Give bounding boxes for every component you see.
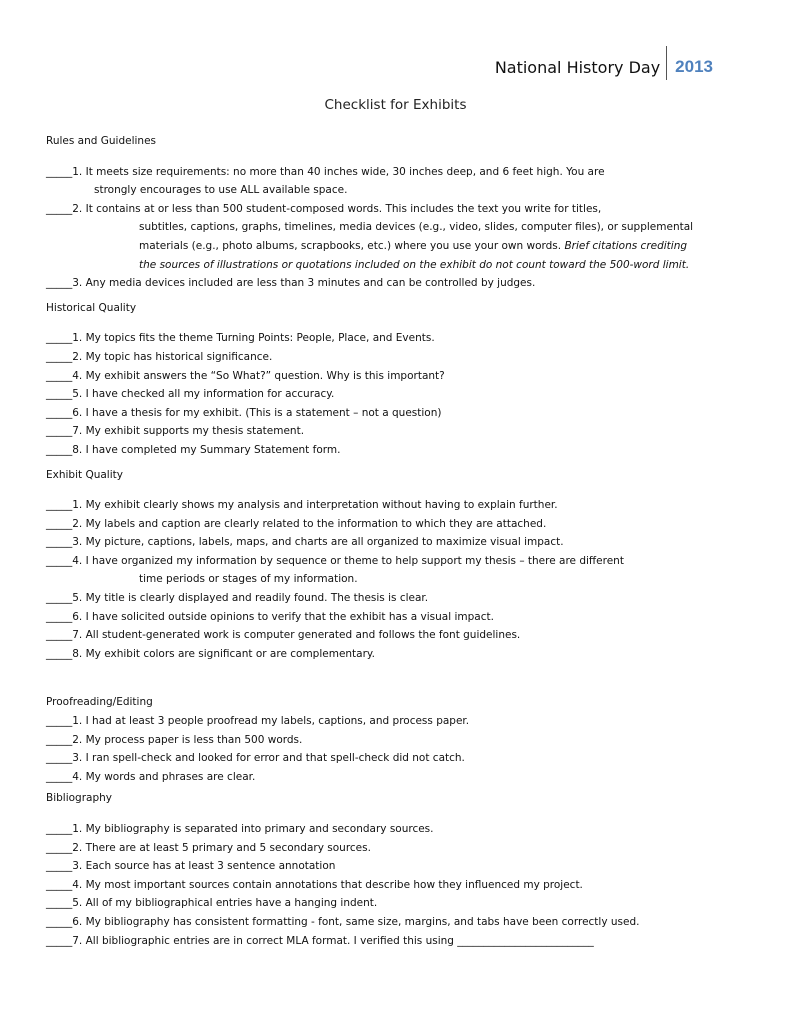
- exhibit-item-4-cont: time periods or stages of my information.: [139, 573, 358, 586]
- bibliography-heading: Bibliography: [46, 792, 112, 805]
- bibliography-item: _____1. My bibliography is separated into primary and secondary sources.: [46, 823, 434, 835]
- exhibit-item-3: _____3. My picture, captions, labels, maps, and charts are all organized to maximize visual impact.: [46, 536, 564, 549]
- header-divider: [666, 46, 667, 80]
- header-year: 2013: [675, 57, 713, 76]
- page-header: [495, 46, 713, 80]
- bibliography-item: _____7. All bibliographic entries are in correct MLA format. I verified this using __________________________: [46, 934, 594, 947]
- bibliography-item: _____3. Each source has at least 3 sentence annotation: [46, 860, 336, 873]
- rules-item-3: _____3. Any media devices included are less than 3 minutes and can be controlled by judges.: [46, 277, 536, 290]
- historical-item: _____5. I have checked all my information for accuracy.: [46, 388, 335, 401]
- header-title: National History Day: [494, 57, 661, 77]
- proofreading-heading: Proofreading/Editing: [46, 696, 153, 709]
- bibliography-item: _____6. My bibliography has consistent formatting - font, same size, margins, and tabs have been correctly used.: [46, 915, 640, 928]
- rules-item-2: _____2. It contains at or less than 500 student-composed words. This includes the text you write for titles,: [46, 202, 602, 215]
- exhibit-item-8: _____8. My exhibit colors are significant or are complementary.: [46, 647, 375, 660]
- historical-item: _____6. I have a thesis for my exhibit. (This is a statement – not a question): [46, 406, 442, 419]
- exhibit-item-5: _____5. My title is clearly displayed and readily found. The thesis is clear.: [46, 592, 429, 605]
- rules-item-1-cont: strongly encourages to use ALL available space.: [94, 184, 348, 197]
- historical-item: _____1. My topics fits the theme Turning Points: People, Place, and Events.: [46, 332, 435, 345]
- bibliography-item: _____4. My most important sources contain annotations that describe how they influenced my project.: [46, 878, 583, 891]
- exhibit-item-2: _____2. My labels and caption are clearly related to the information to which they are attached.: [46, 517, 547, 530]
- proofreading-item: _____3. I ran spell-check and looked for error and that spell-check did not catch.: [46, 752, 465, 765]
- rules-item-2-citation-note: Brief citations crediting: [564, 239, 688, 252]
- historical-item: _____2. My topic has historical significance.: [46, 350, 273, 363]
- exhibit-item-4: _____4. I have organized my information by sequence or theme to help support my thesis – there are different: [46, 554, 624, 567]
- rules-heading: Rules and Guidelines: [46, 135, 157, 147]
- historical-item: _____4. My exhibit answers the “So What?” question. Why is this important?: [46, 369, 445, 382]
- bibliography-item: _____2. There are at least 5 primary and 5 secondary sources.: [46, 841, 371, 854]
- checklist-body: [46, 132, 726, 950]
- rules-item-2-cont-2: [46, 237, 726, 256]
- exhibit-item-7: _____7. All student-generated work is computer generated and follows the font guidelines.: [46, 629, 521, 642]
- historical-item: _____8. I have completed my Summary Statement form.: [46, 443, 341, 456]
- proofreading-item: _____1. I had at least 3 people proofread my labels, captions, and process paper.: [46, 715, 470, 728]
- proofreading-item: _____2. My process paper is less than 500 words.: [46, 733, 303, 746]
- rules-item-2-cont-3: the sources of illustrations or quotations included on the exhibit do not count toward the 500-word limit.: [139, 258, 690, 271]
- proofreading-item: _____4. My words and phrases are clear.: [46, 770, 256, 783]
- historical-item: _____7. My exhibit supports my thesis statement.: [46, 425, 305, 438]
- document-title: Checklist for Exhibits: [324, 97, 467, 113]
- exhibit-heading: Exhibit Quality: [46, 468, 123, 481]
- rules-item-2-cont-1: subtitles, captions, graphs, timelines, media devices (e.g., video, slides, computer files), or supplemental: [139, 221, 694, 234]
- exhibit-item-1: _____1. My exhibit clearly shows my analysis and interpretation without having to explain further.: [46, 499, 558, 512]
- historical-heading: Historical Quality: [46, 301, 137, 314]
- rules-item-2-cont-2-text: materials (e.g., photo albums, scrapbooks, etc.) where you use your own words.: [139, 239, 565, 252]
- bibliography-item: _____5. All of my bibliographical entries have a hanging indent.: [46, 897, 378, 910]
- rules-item-1: _____1. It meets size requirements: no more than 40 inches wide, 30 inches deep, and 6 feet high. You are: [46, 165, 605, 178]
- exhibit-item-6: _____6. I have solicited outside opinions to verify that the exhibit has a visual impact.: [46, 610, 494, 623]
